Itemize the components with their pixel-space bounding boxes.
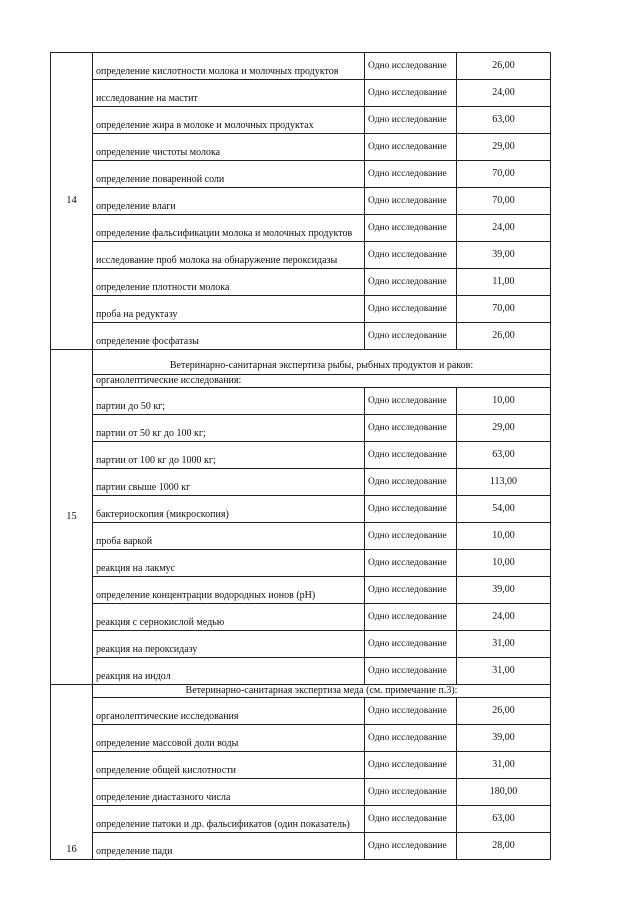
table-row [51, 577, 551, 604]
table-row [51, 496, 551, 523]
group-number: 16 [51, 685, 93, 860]
service-price: 63,00 [457, 806, 551, 833]
service-unit: Одно исследование [365, 269, 457, 296]
table-row [51, 833, 551, 860]
group-number: 15 [51, 350, 93, 685]
service-price: 26,00 [457, 698, 551, 725]
service-price: 10,00 [457, 388, 551, 415]
table-row [51, 442, 551, 469]
service-name: партии свыше 1000 кг [93, 469, 365, 496]
service-price: 70,00 [457, 188, 551, 215]
service-unit: Одно исследование [365, 215, 457, 242]
section-heading-row [51, 350, 551, 375]
service-unit: Одно исследование [365, 523, 457, 550]
service-unit: Одно исследование [365, 134, 457, 161]
service-unit: Одно исследование [365, 415, 457, 442]
service-price: 31,00 [457, 752, 551, 779]
service-unit: Одно исследование [365, 833, 457, 860]
table-row [51, 242, 551, 269]
service-name: проба на редуктазу [93, 296, 365, 323]
service-unit: Одно исследование [365, 188, 457, 215]
group-number: 14 [51, 53, 93, 350]
service-name: реакция с сернокислой медью [93, 604, 365, 631]
table-row [51, 296, 551, 323]
service-price: 39,00 [457, 242, 551, 269]
table-row [51, 725, 551, 752]
service-price: 29,00 [457, 134, 551, 161]
service-name: определение поваренной соли [93, 161, 365, 188]
service-unit: Одно исследование [365, 53, 457, 80]
service-unit: Одно исследование [365, 388, 457, 415]
service-price: 31,00 [457, 631, 551, 658]
subheading-row [51, 375, 551, 388]
service-name: исследование проб молока на обнаружение пероксидазы [93, 242, 365, 269]
service-unit: Одно исследование [365, 779, 457, 806]
service-unit: Одно исследование [365, 752, 457, 779]
service-price: 24,00 [457, 80, 551, 107]
table-row [51, 658, 551, 685]
section-heading-row [51, 685, 551, 698]
service-unit: Одно исследование [365, 550, 457, 577]
table-row [51, 107, 551, 134]
table-row [51, 388, 551, 415]
table-row [51, 604, 551, 631]
service-price: 180,00 [457, 779, 551, 806]
service-price: 31,00 [457, 658, 551, 685]
table-row [51, 779, 551, 806]
service-price: 10,00 [457, 523, 551, 550]
service-price: 24,00 [457, 215, 551, 242]
service-price: 63,00 [457, 107, 551, 134]
service-unit: Одно исследование [365, 577, 457, 604]
service-name: партии от 50 кг до 100 кг; [93, 415, 365, 442]
service-name: бактериоскопия (микроскопия) [93, 496, 365, 523]
table-row [51, 269, 551, 296]
table-row [51, 631, 551, 658]
service-name: определение концентрации водородных ионов (pH) [93, 577, 365, 604]
table-row [51, 215, 551, 242]
service-unit: Одно исследование [365, 107, 457, 134]
service-price: 63,00 [457, 442, 551, 469]
service-name: определение общей кислотности [93, 752, 365, 779]
table-row [51, 188, 551, 215]
service-name: реакция на пероксидазу [93, 631, 365, 658]
service-unit: Одно исследование [365, 658, 457, 685]
table-row [51, 415, 551, 442]
service-name: определение диастазного числа [93, 779, 365, 806]
service-unit: Одно исследование [365, 296, 457, 323]
service-unit: Одно исследование [365, 80, 457, 107]
section-subheading: органолептические исследования: [93, 375, 551, 388]
service-price: 113,00 [457, 469, 551, 496]
section-heading: Ветеринарно-санитарная экспертиза рыбы, рыбных продуктов и раков: [93, 350, 551, 375]
service-unit: Одно исследование [365, 323, 457, 350]
service-name: определение плотности молока [93, 269, 365, 296]
service-price: 10,00 [457, 550, 551, 577]
service-price: 39,00 [457, 577, 551, 604]
service-unit: Одно исследование [365, 725, 457, 752]
table-row [51, 550, 551, 577]
service-name: определение пади [93, 833, 365, 860]
service-unit: Одно исследование [365, 604, 457, 631]
table-row [51, 752, 551, 779]
table-row [51, 806, 551, 833]
service-name: партии от 100 кг до 1000 кг; [93, 442, 365, 469]
table-row [51, 134, 551, 161]
service-price: 39,00 [457, 725, 551, 752]
service-price: 24,00 [457, 604, 551, 631]
service-unit: Одно исследование [365, 631, 457, 658]
table-row [51, 53, 551, 80]
service-price: 70,00 [457, 161, 551, 188]
service-price: 11,00 [457, 269, 551, 296]
table-row [51, 80, 551, 107]
table-row [51, 523, 551, 550]
service-name: определение фальсификации молока и молочных продуктов [93, 215, 365, 242]
service-unit: Одно исследование [365, 806, 457, 833]
service-price: 28,00 [457, 833, 551, 860]
service-unit: Одно исследование [365, 698, 457, 725]
service-unit: Одно исследование [365, 161, 457, 188]
service-price: 70,00 [457, 296, 551, 323]
service-unit: Одно исследование [365, 469, 457, 496]
table-row [51, 323, 551, 350]
table-row [51, 469, 551, 496]
service-name: органолептические исследования [93, 698, 365, 725]
service-name: определение влаги [93, 188, 365, 215]
table-row [51, 698, 551, 725]
service-price: 26,00 [457, 53, 551, 80]
service-name: партии до 50 кг; [93, 388, 365, 415]
service-name: определение фосфатазы [93, 323, 365, 350]
service-name: определение массовой доли воды [93, 725, 365, 752]
service-name: определение чистоты молока [93, 134, 365, 161]
service-name: исследование на мастит [93, 80, 365, 107]
service-unit: Одно исследование [365, 442, 457, 469]
service-unit: Одно исследование [365, 242, 457, 269]
table-row [51, 161, 551, 188]
service-name: реакция на индол [93, 658, 365, 685]
service-price: 54,00 [457, 496, 551, 523]
service-name: определение кислотности молока и молочных продуктов [93, 53, 365, 80]
service-name: определение патоки и др. фальсификатов (один показатель) [93, 806, 365, 833]
section-heading: Ветеринарно-санитарная экспертиза меда (см. примечание п.3): [93, 685, 551, 698]
service-price: 26,00 [457, 323, 551, 350]
price-table [50, 52, 551, 860]
service-unit: Одно исследование [365, 496, 457, 523]
service-price: 29,00 [457, 415, 551, 442]
service-name: реакция на лакмус [93, 550, 365, 577]
service-name: определение жира в молоке и молочных продуктах [93, 107, 365, 134]
service-name: проба варкой [93, 523, 365, 550]
